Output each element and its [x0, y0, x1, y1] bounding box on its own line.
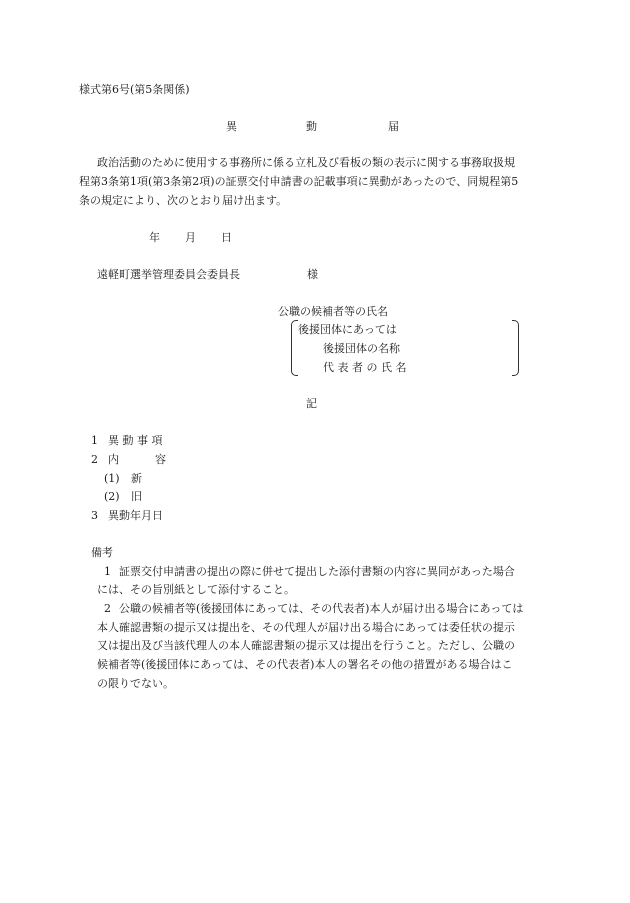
support-group-label: 後援団体にあっては: [298, 323, 397, 336]
body-line: 程第3条第1項(第3条第2項)の証票交付申請書の記載事項に異動があったので、同規程第5: [79, 175, 519, 188]
group-name-label: 後援団体の名称: [323, 342, 400, 355]
note-line: 又は提出及び当該代理人の本人確認書類の提示又は提出を行うこと。ただし、公職の: [97, 639, 515, 652]
body-line: 条の規定により、次のとおり届け出ます。: [79, 194, 288, 207]
left-bracket: [291, 320, 298, 376]
subitem-number: (2): [104, 490, 120, 503]
title-char-3: 届: [388, 120, 399, 133]
item-label: 異動年月日: [108, 509, 163, 522]
note-line: の限りでない。: [97, 677, 174, 690]
note-line: 公職の候補者等(後援団体にあっては、その代表者)本人が届け出る場合にあっては: [119, 602, 524, 615]
note-number: 2: [104, 602, 111, 615]
addressee-name: 遠軽町選挙管理委員会委員長: [97, 268, 240, 281]
date-day: 日: [221, 231, 232, 244]
note-line: には、その旨別紙として添付すること。: [97, 583, 295, 596]
title-char-1: 異: [226, 120, 237, 133]
note-line: 証票交付申請書の提出の際に併せて提出した添付書類の内容に異同があった場合: [119, 565, 515, 578]
body-line: 政治活動のために使用する事務所に係る立札及び看板の類の表示に関する事務取扱規: [97, 156, 515, 169]
item-number: 2: [91, 453, 98, 466]
item-label: 容: [155, 453, 166, 466]
right-bracket: [512, 320, 519, 376]
item-number: 3: [91, 509, 98, 522]
note-line: 候補者等(後援団体にあっては、その代表者)本人の署名その他の措置がある場合はこ: [97, 658, 513, 671]
item-label: 内: [108, 453, 119, 466]
candidate-name-label: 公職の候補者等の氏名: [278, 305, 388, 318]
date-year: 年: [149, 231, 160, 244]
date-month: 月: [185, 231, 196, 244]
subitem-label: 新: [131, 472, 142, 485]
note-line: 本人確認書類の提示又は提出を、その代理人が届け出る場合にあっては委任状の提示: [97, 621, 515, 634]
subitem-number: (1): [104, 472, 120, 485]
ki-heading: 記: [306, 397, 317, 410]
addressee-honorific: 様: [307, 268, 318, 281]
title-char-2: 動: [306, 120, 317, 133]
item-number: 1: [91, 434, 98, 447]
notes-heading: 備考: [91, 546, 113, 559]
representative-name-label: 代 表 者 の 氏 名: [323, 361, 407, 374]
item-label: 異 動 事 項: [108, 434, 163, 447]
note-number: 1: [104, 565, 111, 578]
subitem-label: 旧: [131, 490, 142, 503]
form-number: 様式第6号(第5条関係): [79, 83, 190, 96]
